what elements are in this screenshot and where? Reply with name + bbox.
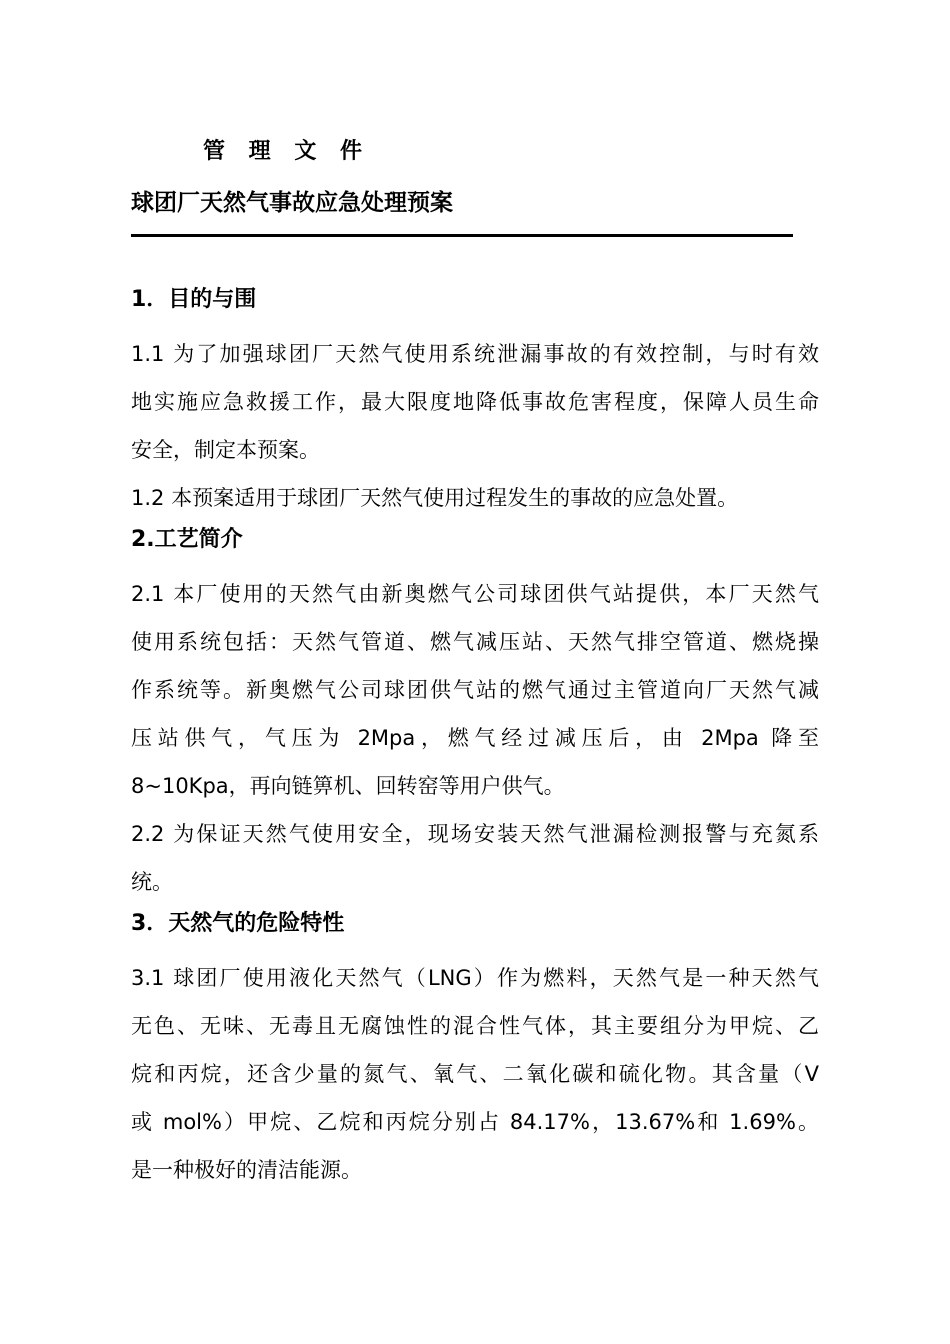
text-line: 烷和丙烷，还含少量的氮气、氧气、二氧化碳和硫化物。其含量（V <box>131 1062 819 1086</box>
text-line: 8~10Kpa，再向链箅机、回转窑等用户供气。 <box>131 774 565 798</box>
text-line: 是一种极好的清洁能源。 <box>131 1158 362 1182</box>
text-line: 2.2 为保证天然气使用安全，现场安装天然气泄漏检测报警与充氮系 <box>131 822 819 846</box>
section-2-para-2 <box>131 810 819 906</box>
title-divider <box>131 234 793 237</box>
document-category-label: 管 理 文 件 <box>203 139 370 164</box>
text-line: 或 mol%）甲烷、乙烷和丙烷分别占 84.17%，13.67%和 1.69%。 <box>131 1110 819 1134</box>
text-line: 1.1 为了加强球团厂天然气使用系统泄漏事故的有效控制，与时有效 <box>131 342 819 366</box>
text-line: 安全，制定本预案。 <box>131 438 320 462</box>
text-line: 2.1 本厂使用的天然气由新奥燃气公司球团供气站提供，本厂天然气 <box>131 582 819 606</box>
section-1-para-2: 1.2 本预案适用于球团厂天然气使用过程发生的事故的应急处置。 <box>131 486 739 510</box>
text-line: 地实施应急救援工作，最大限度地降低事故危害程度，保障人员生命 <box>131 390 819 414</box>
text-line: 无色、无味、无毒且无腐蚀性的混合性气体，其主要组分为甲烷、乙 <box>131 1014 819 1038</box>
section-3-para-1 <box>131 954 819 1194</box>
document-body <box>131 282 819 1194</box>
section-2-para-1 <box>131 570 819 810</box>
text-line: 压站供气，气压为 2Mpa，燃气经过减压后，由 2Mpa 降至 <box>131 726 819 750</box>
section-2-heading: 2.工艺简介 <box>131 527 243 552</box>
text-line: 作系统等。新奥燃气公司球团供气站的燃气通过主管道向厂天然气减 <box>131 678 819 702</box>
text-line: 使用系统包括：天然气管道、燃气减压站、天然气排空管道、燃烧操 <box>131 630 819 654</box>
document-title: 球团厂天然气事故应急处理预案 <box>131 190 453 216</box>
section-1-heading: 1．目的与围 <box>131 287 257 312</box>
text-line: 3.1 球团厂使用液化天然气（LNG）作为燃料，天然气是一种天然气 <box>131 966 819 990</box>
section-1-para-1 <box>131 330 819 474</box>
section-3-heading: 3．天然气的危险特性 <box>131 911 345 936</box>
text-line: 统。 <box>131 870 173 894</box>
